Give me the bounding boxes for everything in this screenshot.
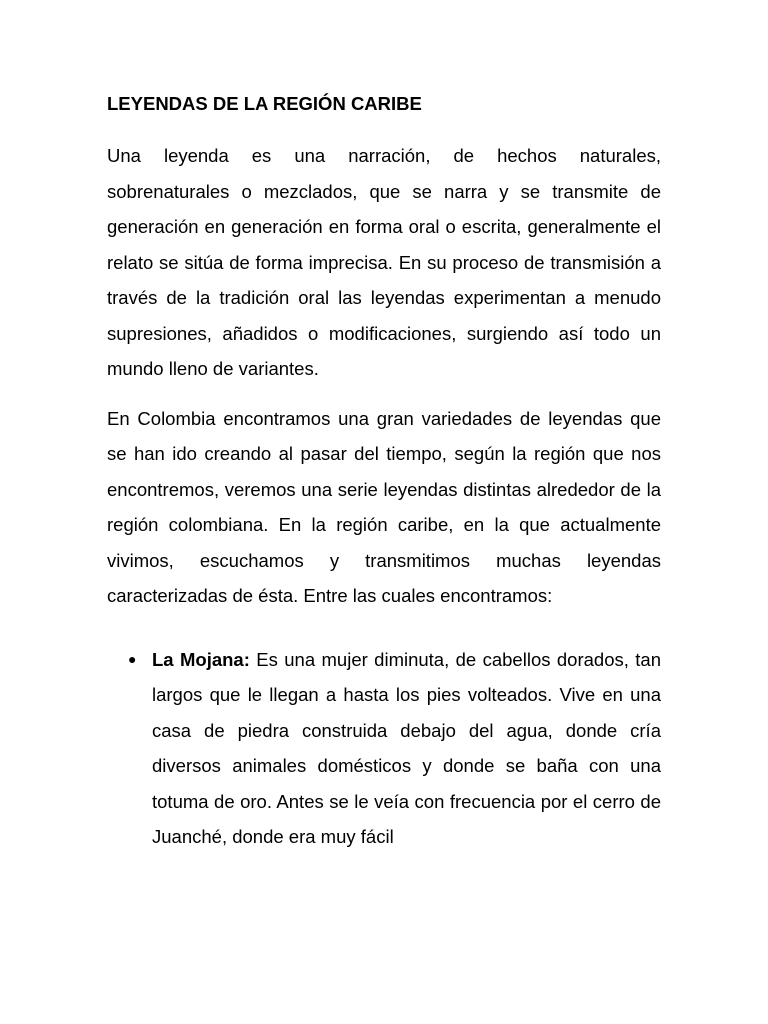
paragraph-definition: Una leyenda es una narración, de hechos naturales, sobrenaturales o mezclados, que se narra y se transmite de generación en generación en forma oral o escrita, generalmente el relato se sitúa de forma imprecisa. En su proceso de transmisión a través de la tradición oral las leyendas experimentan a menudo supresiones, añadidos o modificaciones, surgiendo así todo un mundo lleno de variantes. (107, 145, 661, 379)
list-item (128, 642, 661, 855)
paragraph-colombia: En Colombia encontramos una gran variedades de leyendas que se han ido creando al pasar del tiempo, según la región que nos encontremos, veremos una serie leyendas distintas alrededor de la región colombiana. En la región caribe, en la que actualmente vivimos, escuchamos y transmitimos muchas leyendas caracterizadas de ésta. Entre las cuales encontramos: (107, 407, 661, 606)
legends-list (107, 642, 661, 855)
legend-description: Es una mujer diminuta, de cabellos dorados, tan largos que le llegan a hasta los pies volteados. Vive en una casa de piedra construida debajo del agua, donde cría diversos animales domésticos y donde se baña con una totuma de oro. Antes se le veía con frecuencia por el cerro de Juanché, donde era muy fácil (152, 648, 661, 847)
bullet-icon: ● (128, 650, 137, 667)
legend-term: La Mojana: (152, 648, 250, 670)
document-title: LEYENDAS DE LA REGIÓN CARIBE (107, 93, 422, 114)
